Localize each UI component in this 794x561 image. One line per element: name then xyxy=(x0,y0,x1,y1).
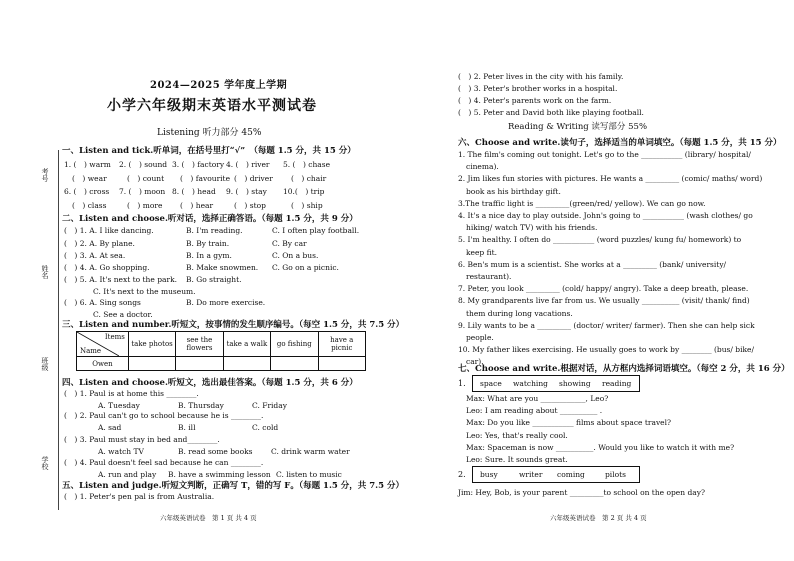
listening-label: Listening 听力部分 45% xyxy=(157,128,262,138)
box-word: space xyxy=(480,379,502,388)
answer-option[interactable]: B. ill xyxy=(178,423,196,432)
dialog-line: Leo: Sure. It sounds great. xyxy=(466,455,568,464)
column-header: go fishing xyxy=(271,332,318,357)
margin-class-label: 班级 xyxy=(41,357,49,371)
margin-name-label: 姓名 xyxy=(41,265,49,279)
answer-cell[interactable] xyxy=(176,357,223,371)
sentence-line: 2. Jim likes fun stories with pictures. He wants a _________ (comic/ maths/ word) xyxy=(458,174,763,184)
page-footer-2: 六年级英语试卷 第 2 页 共 4 页 xyxy=(550,514,647,522)
answer-option[interactable]: C. By car xyxy=(272,239,307,248)
margin-exam-number-label: 考号 xyxy=(41,168,49,182)
dialog-line: Leo: I am reading about __________ . xyxy=(466,406,603,416)
word-option[interactable]: ( ) class xyxy=(72,201,107,210)
word-option[interactable]: 7. ( ) moon xyxy=(119,187,166,196)
sentence-line: hiking/ watch TV) with his friends. xyxy=(466,223,598,233)
sentence-line: 1. The film's coming out tonight. Let's go to the ___________ (library/ hospital/ xyxy=(458,150,751,159)
word-option[interactable]: ( ) ship xyxy=(291,201,323,210)
sentence-line: 9. Lily wants to be a _________ (doctor/ writer/ farmer). Then she can help sick xyxy=(458,320,755,330)
answer-option[interactable]: C. Friday xyxy=(252,401,287,410)
question-stem: ( ) 4. Paul doesn't feel sad because he can ________. xyxy=(64,458,264,467)
section-3-heading: 三、Listen and number.听短文，按事情的发生顺序编号。（每空 1.5 分，共 7.5 分） xyxy=(62,320,405,330)
dialog-2-line: Jim: Hey, Bob, is your parent _________to school on the open day? xyxy=(458,488,705,497)
question-stem: ( ) 1. Paul is at home this ________. xyxy=(64,389,199,398)
judge-item-3: ( ) 3. Peter's brother works in a hospital. xyxy=(458,84,618,93)
section-1-heading: 一、Listen and tick.听单词，在括号里打“√” （每题 1.5 分，共 15 分） xyxy=(62,146,356,156)
box-1-number: 1. xyxy=(458,379,466,388)
answer-option[interactable]: ( ) 4. A. Go shopping. xyxy=(64,263,150,272)
answer-option[interactable]: ( ) 2. A. By plane. xyxy=(64,239,135,248)
dialog-line: Max: Do you like ___________ films about space travel? xyxy=(466,418,672,428)
answer-option[interactable]: B. Do more exercise. xyxy=(186,298,266,307)
answer-option[interactable]: B. I'm reading. xyxy=(186,226,243,235)
answer-option[interactable]: C. cold xyxy=(252,423,279,432)
sentence-line: keep fit. xyxy=(466,247,498,257)
section-2-heading: 二、Listen and choose.听对话，选择正确答语。（每题 1.5 分，共 9 分） xyxy=(62,214,358,224)
word-option[interactable]: 5. ( ) chase xyxy=(283,160,331,169)
answer-option[interactable]: C. listen to music xyxy=(276,470,342,479)
answer-option[interactable]: C. See a doctor. xyxy=(93,310,153,319)
column-header: take a walk xyxy=(223,332,270,357)
sentence-line: car). xyxy=(466,357,484,367)
dialog-line: Leo: Yes, that's really cool. xyxy=(466,430,568,440)
word-option[interactable]: 9. ( ) stay xyxy=(226,187,267,196)
answer-option[interactable]: B. read some books xyxy=(178,447,253,456)
sentence-line: 4. It's a nice day to play outside. John's going to ___________ (wash clothes/ go xyxy=(458,211,753,220)
answer-cell[interactable] xyxy=(128,357,175,371)
answer-option[interactable]: C. On a bus. xyxy=(272,251,319,260)
word-option[interactable]: ( ) count xyxy=(127,174,165,183)
row-name-owen: Owen xyxy=(77,357,129,371)
answer-option[interactable]: C. drink warm water xyxy=(271,447,350,456)
box-word: watching xyxy=(513,379,548,388)
sentence-line: cinema). xyxy=(466,162,499,172)
word-option[interactable]: 2. ( ) sound xyxy=(119,160,168,169)
answer-option[interactable]: ( ) 6. A. Sing songs xyxy=(64,298,141,307)
answer-option[interactable]: B. Make snowmen. xyxy=(186,263,259,272)
name-header: Name xyxy=(80,347,102,355)
answer-option[interactable]: B. In a gym. xyxy=(186,251,232,260)
sentence-line: 8. My grandparents live far from us. We usually __________ (visit/ thank/ find) xyxy=(458,296,750,306)
answer-option[interactable]: A. run and play xyxy=(98,470,157,479)
sentence-line: 7. Peter, you look _________ (cold/ happy/ angry). Take a deep breath, please. xyxy=(458,284,749,294)
answer-option[interactable]: A. Tuesday xyxy=(98,401,140,410)
word-option[interactable]: ( ) wear xyxy=(72,174,107,183)
answer-option[interactable]: ( ) 1. A. I like dancing. xyxy=(64,226,154,235)
judge-item-2: ( ) 2. Peter lives in the city with his family. xyxy=(458,72,624,81)
answer-cell[interactable] xyxy=(223,357,270,371)
word-option[interactable]: ( ) more xyxy=(127,201,163,210)
sentence-line: book as his birthday gift. xyxy=(466,186,561,196)
word-option[interactable]: 6. ( ) cross xyxy=(64,187,110,196)
section-4-heading: 四、Listen and choose.听短文，选出最佳答案。（每题 1.5 分，共 6 分） xyxy=(62,378,358,388)
binding-line xyxy=(58,150,59,510)
box-word: writer xyxy=(519,470,543,479)
sentence-line: people. xyxy=(466,333,494,342)
word-option[interactable]: 8. ( ) head xyxy=(172,187,216,196)
box-word: pilots xyxy=(605,470,626,479)
dialog-line: Max: Spaceman is now __________. Would you like to watch it with me? xyxy=(466,442,735,452)
judge-item-4: ( ) 4. Peter's parents work on the farm. xyxy=(458,96,612,105)
sentence-line: 10. My father likes exercising. He usually goes to work by ________ (bus/ bike/ xyxy=(458,345,755,355)
word-option[interactable]: 3. ( ) factory xyxy=(172,160,225,169)
answer-option[interactable]: C. It's next to the museum. xyxy=(93,287,196,296)
items-header: Items xyxy=(104,333,125,341)
answer-cell[interactable] xyxy=(271,357,318,371)
word-option[interactable]: ( ) chair xyxy=(291,174,327,183)
sentence-line: them during long vacations. xyxy=(466,308,573,318)
answer-option[interactable]: A. watch TV xyxy=(98,447,144,456)
exam-year: 2024—2025 学年度上学期 xyxy=(150,80,288,91)
column-header: have a picnic xyxy=(318,332,365,357)
box-word: busy xyxy=(480,470,498,479)
word-box-1 xyxy=(472,375,640,392)
word-option[interactable]: ( ) hear xyxy=(180,201,214,210)
dialog-line: Max: What are you ____________, Leo? xyxy=(466,394,609,403)
section-6-heading: 六、Choose and write.读句子，选择适当的单词填空。（每题 1.5 分，共 15 分） xyxy=(458,138,782,148)
answer-option[interactable]: ( ) 3. A. At sea. xyxy=(64,251,126,260)
word-option[interactable]: 10.( ) trip xyxy=(283,187,325,196)
answer-option[interactable]: B. have a swimming lesson xyxy=(168,470,271,479)
section-7-heading: 七、Choose and write.根据对话，从方框内选择词语填空。（每空 2 分，共 16 分） xyxy=(458,364,790,374)
column-header: see the flowers xyxy=(176,332,223,357)
numbering-table xyxy=(76,331,366,371)
box-word: showing xyxy=(559,379,591,388)
sentence-line: 6. Ben's mum is a scientist. She works at a _________ (bank/ university/ xyxy=(458,259,727,269)
answer-cell[interactable] xyxy=(318,357,365,371)
judge-item-5: ( ) 5. Peter and David both like playing football. xyxy=(458,108,644,117)
sentence-line: 3.The traffic light is _________(green/red/ yellow). We can go now. xyxy=(458,198,706,208)
word-option[interactable]: ( ) driver xyxy=(234,174,273,183)
answer-option[interactable]: B. Go straight. xyxy=(186,275,242,284)
table-corner-cell xyxy=(77,332,129,357)
answer-option[interactable]: C. Go on a picnic. xyxy=(272,263,339,272)
answer-option[interactable]: ( ) 5. A. It's next to the park. xyxy=(64,275,177,284)
column-header: take photos xyxy=(128,332,175,357)
answer-option[interactable]: B. Thursday xyxy=(178,401,224,410)
reading-writing-label: Reading & Writing 读写部分 55% xyxy=(508,122,648,132)
word-box-2 xyxy=(472,466,640,483)
word-option[interactable]: ( ) favourite xyxy=(180,174,231,183)
margin-school-label: 学校 xyxy=(41,456,49,470)
box-word: reading xyxy=(602,379,632,388)
question-stem: ( ) 2. Paul can't go to school because he is ________. xyxy=(64,411,264,420)
sentence-line: 5. I'm healthy. I often do ___________ (word puzzles/ kung fu/ homework) to xyxy=(458,235,742,245)
word-option[interactable]: 1. ( ) warm xyxy=(64,160,111,169)
word-option[interactable]: 4. ( ) river xyxy=(226,160,270,169)
sentence-line: restaurant). xyxy=(466,272,512,281)
box-2-number: 2. xyxy=(458,470,466,479)
word-option[interactable]: ( ) stop xyxy=(234,201,266,210)
section-5-heading: 五、Listen and judge.听短文判断，正确写 T，错的写 F。（每题 1.5 分，共 7.5 分） xyxy=(62,481,405,491)
page-footer-1: 六年级英语试卷 第 1 页 共 4 页 xyxy=(160,514,257,522)
box-word: coming xyxy=(557,470,585,479)
judge-item-1: ( ) 1. Peter's pen pal is from Australia. xyxy=(64,492,215,501)
answer-option[interactable]: B. By train. xyxy=(186,239,230,248)
answer-option[interactable]: C. I often play football. xyxy=(272,226,360,235)
exam-title: 小学六年级期末英语水平测试卷 xyxy=(107,98,317,114)
answer-option[interactable]: A. sad xyxy=(98,423,122,432)
question-stem: ( ) 3. Paul must stay in bed and________. xyxy=(64,435,220,444)
